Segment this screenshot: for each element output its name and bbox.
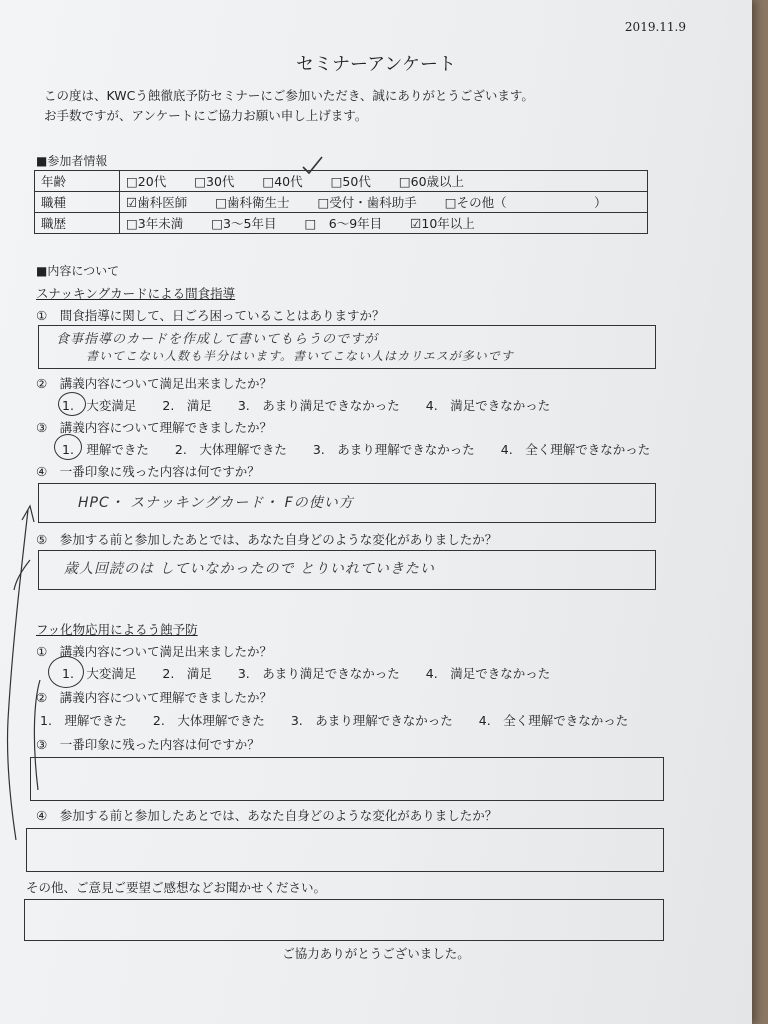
table-row	[35, 192, 648, 213]
part1-question-5: ⑤ 参加する前と参加したあとでは、あなた自身どのような変化がありましたか？	[36, 532, 498, 547]
option-not-very-satisfied[interactable]: 3. あまり満足できなかった	[237, 666, 400, 681]
part1-answer-1-line-2: 書いてこない人数も半分はいます。書いてこない人はカリエスが多いです	[86, 349, 514, 363]
part1-question-1: ① 間食指導に関して、日ごろ困っていることはありますか？	[36, 308, 385, 323]
table-row	[35, 171, 648, 192]
row-label-age: 年齢	[35, 171, 120, 192]
part2-heading: フッ化物応用によるう蝕予防	[36, 622, 198, 637]
part1-heading: スナッキングカードによる間食指導	[36, 286, 236, 301]
part2-question-3: ③ 一番印象に残った内容は何ですか？	[36, 737, 260, 752]
part2-q1-options[interactable]	[62, 664, 572, 682]
option-very-satisfied[interactable]: 1. 大変満足	[62, 666, 137, 681]
part2-answer-4-box[interactable]	[26, 828, 664, 872]
part1-answer-5: 歳人回読のは していなかったので とりいれていきたい	[64, 561, 435, 577]
thanks-message: ご協力ありがとうございました。	[282, 946, 470, 961]
intro-line-1: この度は、KWCう蝕徹底予防セミナーにご参加いただき、誠にありがとうございます。	[44, 88, 534, 103]
part1-question-2: ② 講義内容について満足出来ましたか？	[36, 376, 272, 391]
option-60-plus[interactable]: □60歳以上	[398, 174, 465, 189]
option-satisfied[interactable]: 2. 満足	[162, 666, 212, 681]
option-30s[interactable]: □30代	[194, 174, 235, 189]
arrow-mark-icon	[0, 500, 60, 860]
option-not-very-satisfied[interactable]: 3. あまり満足できなかった	[237, 398, 400, 413]
content-section-heading: ■内容について	[36, 264, 120, 278]
option-not-understood[interactable]: 4. 全く理解できなかった	[478, 713, 629, 728]
part2-question-1: ① 講義内容について満足出来ましたか？	[36, 644, 272, 659]
row-label-occupation: 職種	[35, 192, 120, 213]
occupation-options[interactable]	[120, 192, 648, 213]
part2-answer-3-box[interactable]	[30, 757, 664, 801]
option-hygienist[interactable]: □歯科衛生士	[215, 195, 290, 210]
other-comments-box[interactable]	[24, 899, 664, 941]
age-options[interactable]	[120, 171, 648, 192]
part1-answer-4: HPC・ スナッキングカード・ Fの使い方	[78, 495, 354, 511]
part1-question-4: ④ 一番印象に残った内容は何ですか？	[36, 464, 260, 479]
part1-q3-options[interactable]	[62, 440, 672, 458]
part2-question-4: ④ 参加する前と参加したあとでは、あなた自身どのような変化がありましたか？	[36, 808, 498, 823]
table-row	[35, 213, 648, 234]
experience-options[interactable]	[120, 213, 648, 234]
option-reception[interactable]: □受付・歯科助手	[317, 195, 417, 210]
row-label-experience: 職歴	[35, 213, 120, 234]
answer-circle-mark	[54, 434, 82, 460]
option-understood[interactable]: 1. 理解できた	[62, 442, 149, 457]
option-not-well-understood[interactable]: 3. あまり理解できなかった	[312, 442, 475, 457]
option-not-satisfied[interactable]: 4. 満足できなかった	[425, 666, 551, 681]
option-other[interactable]: □その他（ ）	[444, 195, 607, 210]
survey-title: セミナーアンケート	[295, 54, 457, 75]
option-dentist[interactable]: ☑歯科医師	[126, 195, 188, 210]
part2-question-2: ② 講義内容について理解できましたか？	[36, 690, 272, 705]
part1-q2-options[interactable]	[62, 396, 572, 414]
option-not-understood[interactable]: 4. 全く理解できなかった	[500, 442, 651, 457]
option-10-plus[interactable]: ☑10年以上	[410, 216, 475, 231]
option-6-9[interactable]: □ 6〜9年目	[304, 216, 383, 231]
option-3-5[interactable]: □3〜5年目	[211, 216, 277, 231]
option-not-well-understood[interactable]: 3. あまり理解できなかった	[290, 713, 453, 728]
survey-date: 2019.11.9	[624, 20, 686, 34]
option-not-satisfied[interactable]: 4. 満足できなかった	[425, 398, 551, 413]
option-very-satisfied[interactable]: 1. 大変満足	[62, 398, 137, 413]
participant-info-table	[34, 170, 648, 234]
part1-answer-1-line-1: 食事指導のカードを作成して書いてもらうのですが	[56, 332, 379, 347]
part2-q2-options[interactable]	[40, 711, 650, 729]
other-comments-label: その他、ご意見ご要望ご感想などお聞かせください。	[26, 880, 327, 895]
intro-line-2: お手数ですが、アンケートにご協力お願い申し上げます。	[44, 108, 368, 123]
option-mostly-understood[interactable]: 2. 大体理解できた	[152, 713, 265, 728]
option-50s[interactable]: □50代	[330, 174, 371, 189]
check-mark-icon	[300, 155, 326, 177]
option-under-3[interactable]: □3年未満	[126, 216, 184, 231]
option-understood[interactable]: 1. 理解できた	[40, 713, 127, 728]
part1-question-3: ③ 講義内容について理解できましたか？	[36, 420, 272, 435]
option-mostly-understood[interactable]: 2. 大体理解できた	[174, 442, 287, 457]
answer-circle-mark	[58, 392, 86, 416]
participant-section-heading: ■参加者情報	[36, 154, 108, 168]
option-20s[interactable]: □20代	[126, 174, 167, 189]
option-satisfied[interactable]: 2. 満足	[162, 398, 212, 413]
option-40s[interactable]: □40代	[262, 174, 303, 189]
